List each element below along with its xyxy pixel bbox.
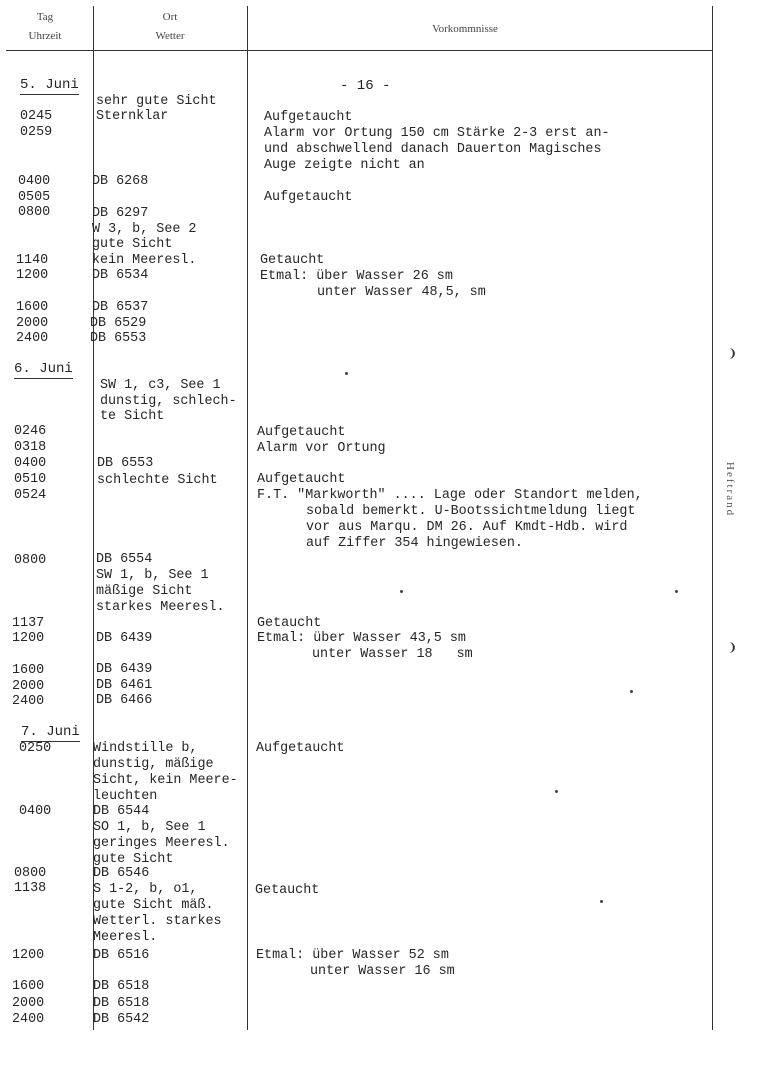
time-entry: 0246 (14, 424, 47, 439)
speck (555, 790, 558, 793)
event-entry: Auge zeigte nicht an (264, 158, 425, 173)
place-entry: DB 6546 (93, 866, 150, 881)
time-entry: 0250 (19, 741, 52, 756)
header-col2 (140, 8, 200, 46)
place-entry: DB 6544 (93, 804, 150, 819)
event-entry: Alarm vor Ortung (257, 441, 386, 456)
speck (345, 372, 348, 375)
time-entry: 2000 (12, 996, 45, 1011)
time-entry: 2000 (16, 316, 49, 331)
place-entry: DB 6516 (93, 948, 150, 963)
time-entry: 0510 (14, 472, 47, 487)
place-entry: Wetterl. starkes (93, 914, 222, 929)
header-divider (6, 50, 712, 51)
time-entry: 1600 (16, 300, 49, 315)
place-entry: DB 6268 (92, 174, 149, 189)
place-entry: DB 6466 (96, 693, 153, 708)
time-entry: 1137 (12, 616, 45, 631)
time-entry: 1600 (12, 663, 45, 678)
place-entry: DB 6537 (92, 300, 149, 315)
place-entry: dunstig, mäßige (93, 757, 214, 772)
punch-mark: ❩ (728, 347, 737, 363)
event-entry: Aufgetaucht (256, 741, 345, 756)
time-entry: 1200 (16, 268, 49, 283)
event-entry: Etmal: über Wasser 26 sm (260, 269, 453, 284)
event-entry: auf Ziffer 354 hingewiesen. (306, 536, 523, 551)
event-entry: Getaucht (257, 616, 322, 631)
place-entry: Meeresl. (93, 930, 158, 945)
place-entry: SO 1, b, See 1 (93, 820, 206, 835)
place-entry: S 1-2, b, o1, (93, 882, 198, 897)
place-entry: kein Meeresl. (92, 253, 197, 268)
time-entry: 0800 (18, 205, 51, 220)
place-entry: DB 6297 (92, 206, 149, 221)
place-entry: Sternklar (96, 109, 169, 124)
place-entry: te Sicht (100, 409, 165, 424)
event-entry: Etmal: über Wasser 52 sm (256, 948, 449, 963)
place-entry: DB 6553 (97, 456, 154, 471)
event-entry: sobald bemerkt. U-Bootssichtmeldung liegt (306, 504, 636, 519)
event-entry: Aufgetaucht (264, 190, 353, 205)
place-entry: DB 6518 (93, 979, 150, 994)
time-entry: 1140 (16, 253, 49, 268)
place-entry: DB 6542 (93, 1012, 150, 1027)
event-entry: unter Wasser 16 sm (310, 964, 455, 979)
place-entry: schlechte Sicht (97, 473, 218, 488)
place-entry: mäßige Sicht (96, 584, 193, 599)
place-entry: DB 6461 (96, 678, 153, 693)
time-entry: 0800 (14, 866, 47, 881)
header-ort: Ort (162, 11, 178, 23)
time-entry: 0400 (19, 804, 52, 819)
column-divider-2 (247, 6, 248, 1030)
place-entry: gute Sicht (93, 852, 174, 867)
time-entry: 2400 (12, 1012, 45, 1027)
punch-mark: ❩ (728, 641, 737, 657)
time-entry: 1600 (12, 979, 45, 994)
event-entry: Getaucht (255, 883, 320, 898)
margin-label: Heftrand (724, 462, 736, 518)
place-entry: DB 6439 (96, 662, 153, 677)
place-entry: Windstille b, (93, 741, 198, 756)
event-entry: Etmal: über Wasser 43,5 sm (257, 631, 466, 646)
event-entry: Aufgetaucht (264, 110, 353, 125)
event-entry: Aufgetaucht (257, 472, 346, 487)
place-entry: DB 6554 (96, 552, 153, 567)
time-entry: 2400 (12, 694, 45, 709)
event-entry: und abschwellend danach Dauerton Magisches (264, 142, 602, 157)
place-entry: Sicht, kein Meere- (93, 773, 238, 788)
place-entry: sehr gute Sicht (96, 94, 217, 109)
place-entry: gute Sicht (92, 237, 173, 252)
time-entry: 2400 (16, 331, 49, 346)
place-entry: geringes Meeresl. (93, 836, 230, 851)
place-entry: W 3, b, See 2 (92, 222, 197, 237)
date-entry: 5. Juni (20, 77, 79, 93)
header-uhrzeit: Uhrzeit (28, 30, 62, 42)
page-number: - 16 - (340, 78, 391, 94)
place-entry: DB 6439 (96, 631, 153, 646)
column-divider-3 (712, 6, 713, 1030)
speck (600, 900, 603, 903)
header-tag: Tag (36, 11, 54, 23)
event-entry: Aufgetaucht (257, 425, 346, 440)
place-entry: DB 6518 (93, 996, 150, 1011)
speck (630, 690, 633, 693)
speck (675, 590, 678, 593)
time-entry: 0505 (18, 190, 51, 205)
time-entry: 0524 (14, 488, 47, 503)
speck (400, 590, 403, 593)
date-entry: 6. Juni (14, 361, 73, 377)
place-entry: DB 6534 (92, 268, 149, 283)
place-entry: starkes Meeresl. (96, 600, 225, 615)
event-entry: F.T. "Markworth" .... Lage oder Standort melden, (257, 488, 643, 503)
time-entry: 0800 (14, 553, 47, 568)
time-entry: 1200 (12, 948, 45, 963)
place-entry: gute Sicht mäß. (93, 898, 214, 913)
time-entry: 0400 (14, 456, 47, 471)
header-vorkommnisse: Vorkommnisse (432, 23, 498, 35)
place-entry: leuchten (93, 789, 158, 804)
time-entry: 0400 (18, 174, 51, 189)
place-entry: DB 6553 (90, 331, 147, 346)
event-entry: unter Wasser 18 sm (312, 647, 473, 662)
place-entry: SW 1, c3, See 1 (100, 378, 221, 393)
date-entry: 7. Juni (21, 724, 80, 740)
time-entry: 1200 (12, 631, 45, 646)
event-entry: Alarm vor Ortung 150 cm Stärke 2-3 erst an- (264, 126, 610, 141)
event-entry: vor aus Marqu. DM 26. Auf Kmdt-Hdb. wird (306, 520, 628, 535)
place-entry: DB 6529 (90, 316, 147, 331)
time-entry: 0259 (20, 125, 53, 140)
header-wetter: Wetter (155, 30, 185, 42)
header-col1 (20, 8, 70, 46)
event-entry: Getaucht (260, 253, 325, 268)
place-entry: dunstig, schlech- (100, 394, 237, 409)
time-entry: 2000 (12, 679, 45, 694)
time-entry: 0318 (14, 440, 47, 455)
time-entry: 1138 (14, 881, 47, 896)
time-entry: 0245 (20, 109, 53, 124)
event-entry: unter Wasser 48,5, sm (317, 285, 486, 300)
place-entry: SW 1, b, See 1 (96, 568, 209, 583)
